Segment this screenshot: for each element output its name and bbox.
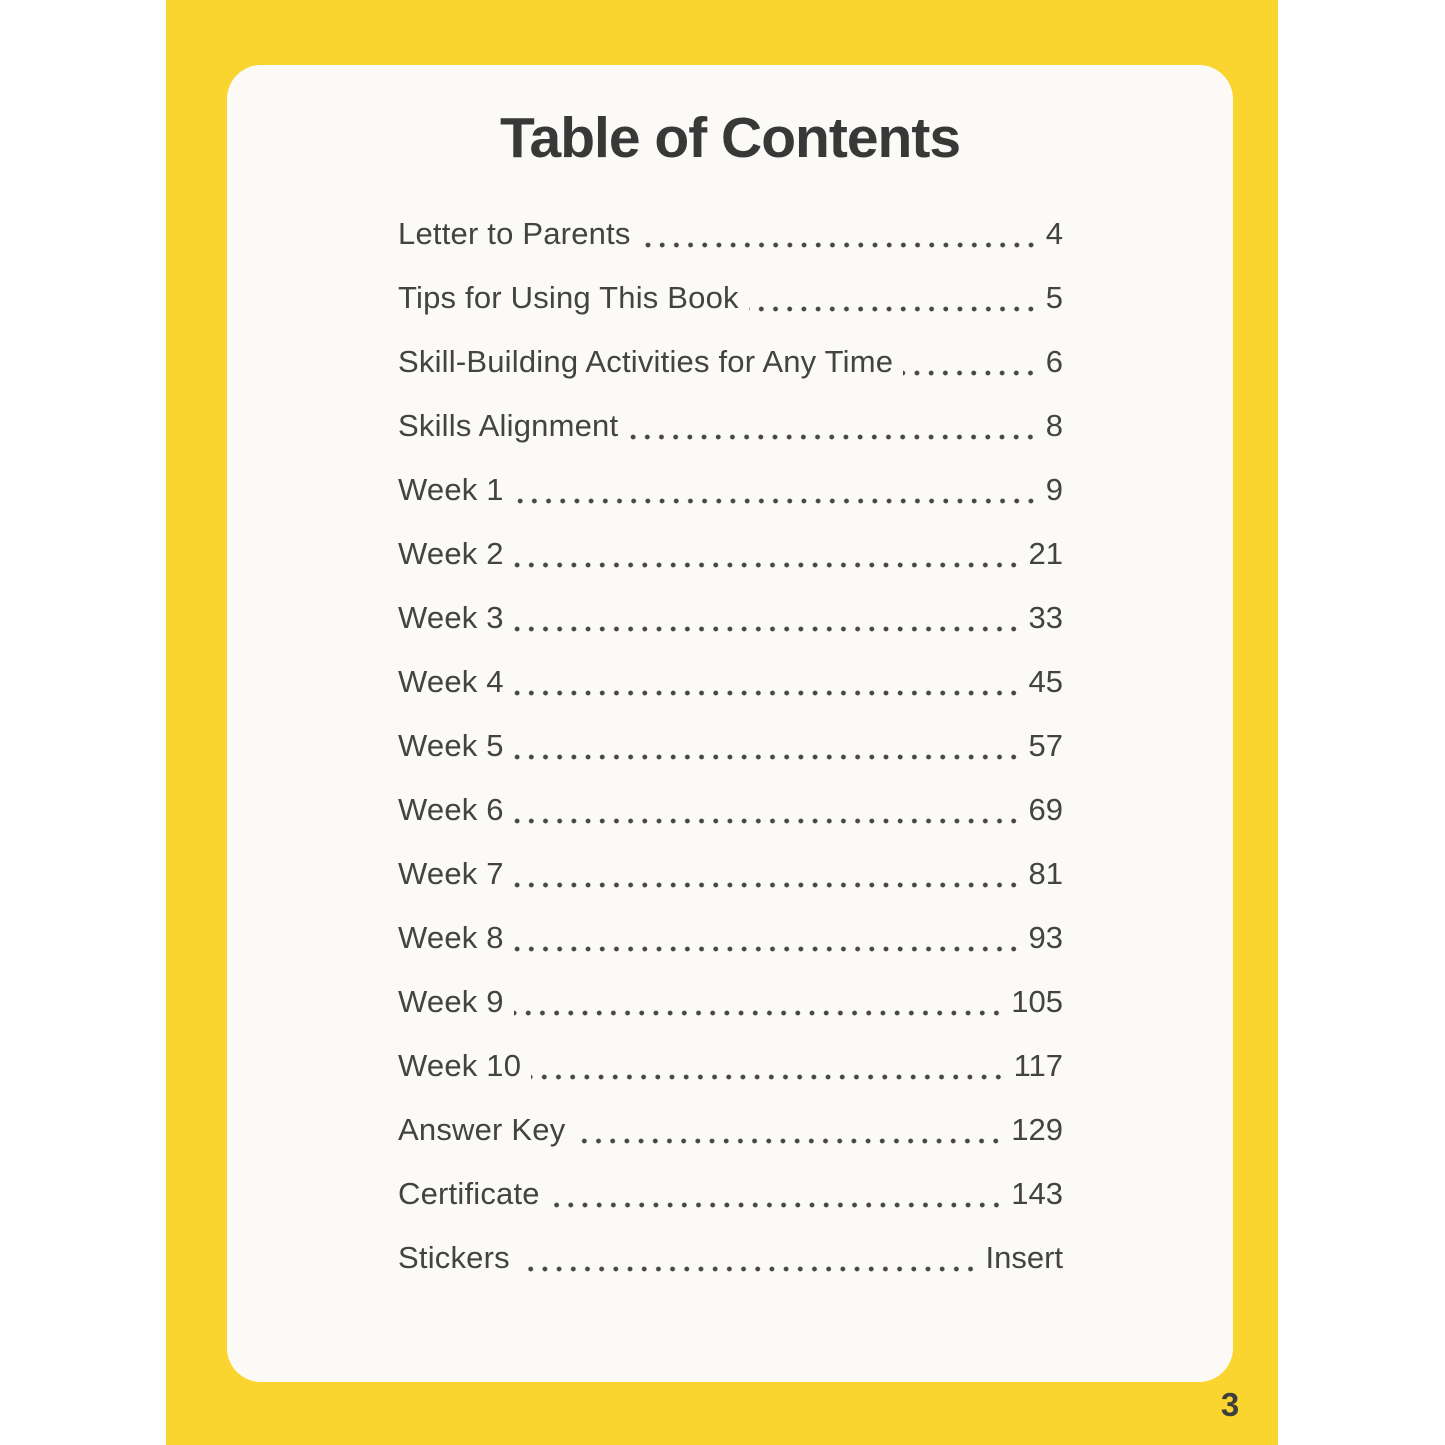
toc-entry-label: Week 4 xyxy=(398,664,504,699)
toc-entry-label: Answer Key xyxy=(398,1112,566,1147)
toc-entry-page: 105 xyxy=(1011,984,1063,1019)
toc-entry-page: 93 xyxy=(1028,920,1063,955)
toc-entry xyxy=(398,778,1063,842)
dot-leader xyxy=(514,882,1021,888)
toc-list xyxy=(398,202,1063,1290)
dot-leader xyxy=(514,754,1021,760)
toc-entry-label: Skill-Building Activities for Any Time xyxy=(398,344,894,379)
toc-entry xyxy=(398,906,1063,970)
toc-entry-page: 143 xyxy=(1011,1176,1063,1211)
toc-entry-page: 9 xyxy=(1045,472,1063,507)
dot-leader xyxy=(641,242,1038,248)
toc-entry-label: Week 1 xyxy=(398,472,504,507)
toc-entry-page: Insert xyxy=(985,1240,1063,1275)
dot-leader xyxy=(514,498,1038,504)
toc-entry-page: 81 xyxy=(1028,856,1063,891)
dot-leader xyxy=(550,1202,1004,1208)
toc-entry-label: Week 6 xyxy=(398,792,504,827)
toc-entry-label: Tips for Using This Book xyxy=(398,280,739,315)
page-number: 3 xyxy=(1220,1386,1240,1423)
toc-entry-label: Letter to Parents xyxy=(398,216,631,251)
toc-entry xyxy=(398,330,1063,394)
toc-entry-label: Week 9 xyxy=(398,984,504,1019)
dot-leader xyxy=(514,690,1021,696)
toc-entry xyxy=(398,522,1063,586)
toc-entry-label: Week 5 xyxy=(398,728,504,763)
toc-entry-page: 21 xyxy=(1028,536,1063,571)
page-title: Table of Contents xyxy=(499,106,961,170)
toc-entry-label: Stickers xyxy=(398,1240,510,1275)
toc-entry-label: Skills Alignment xyxy=(398,408,619,443)
dot-leader xyxy=(628,434,1037,440)
toc-entry-page: 57 xyxy=(1028,728,1063,763)
toc-entry xyxy=(398,1226,1063,1290)
toc-entry xyxy=(398,650,1063,714)
dot-leader xyxy=(514,1010,1004,1016)
toc-entry-label: Certificate xyxy=(398,1176,540,1211)
toc-entry xyxy=(398,202,1063,266)
toc-entry xyxy=(398,266,1063,330)
dot-leader xyxy=(514,818,1021,824)
toc-entry xyxy=(398,842,1063,906)
toc-entry xyxy=(398,714,1063,778)
toc-entry-page: 8 xyxy=(1045,408,1063,443)
toc-entry xyxy=(398,1162,1063,1226)
dot-leader xyxy=(749,306,1038,312)
toc-entry xyxy=(398,970,1063,1034)
toc-entry-label: Week 10 xyxy=(398,1048,522,1083)
content-card xyxy=(227,65,1233,1382)
toc-entry-label: Week 7 xyxy=(398,856,504,891)
toc-entry-page: 117 xyxy=(1013,1048,1063,1083)
dot-leader xyxy=(903,370,1038,376)
toc-entry xyxy=(398,1034,1063,1098)
toc-entry-page: 4 xyxy=(1045,216,1063,251)
toc-entry-page: 5 xyxy=(1045,280,1063,315)
toc-entry-page: 45 xyxy=(1028,664,1063,699)
dot-leader xyxy=(514,562,1021,568)
toc-entry xyxy=(398,458,1063,522)
toc-entry-label: Week 8 xyxy=(398,920,504,955)
toc-entry xyxy=(398,394,1063,458)
toc-entry-label: Week 3 xyxy=(398,600,504,635)
dot-leader xyxy=(531,1074,1005,1080)
dot-leader xyxy=(514,946,1021,952)
toc-entry xyxy=(398,586,1063,650)
dot-leader xyxy=(514,626,1021,632)
toc-entry-page: 6 xyxy=(1045,344,1063,379)
dot-leader xyxy=(575,1138,1003,1144)
dot-leader xyxy=(520,1266,978,1272)
toc-entry xyxy=(398,1098,1063,1162)
toc-entry-page: 69 xyxy=(1028,792,1063,827)
toc-entry-page: 33 xyxy=(1028,600,1063,635)
toc-entry-page: 129 xyxy=(1011,1112,1063,1147)
toc-entry-label: Week 2 xyxy=(398,536,504,571)
